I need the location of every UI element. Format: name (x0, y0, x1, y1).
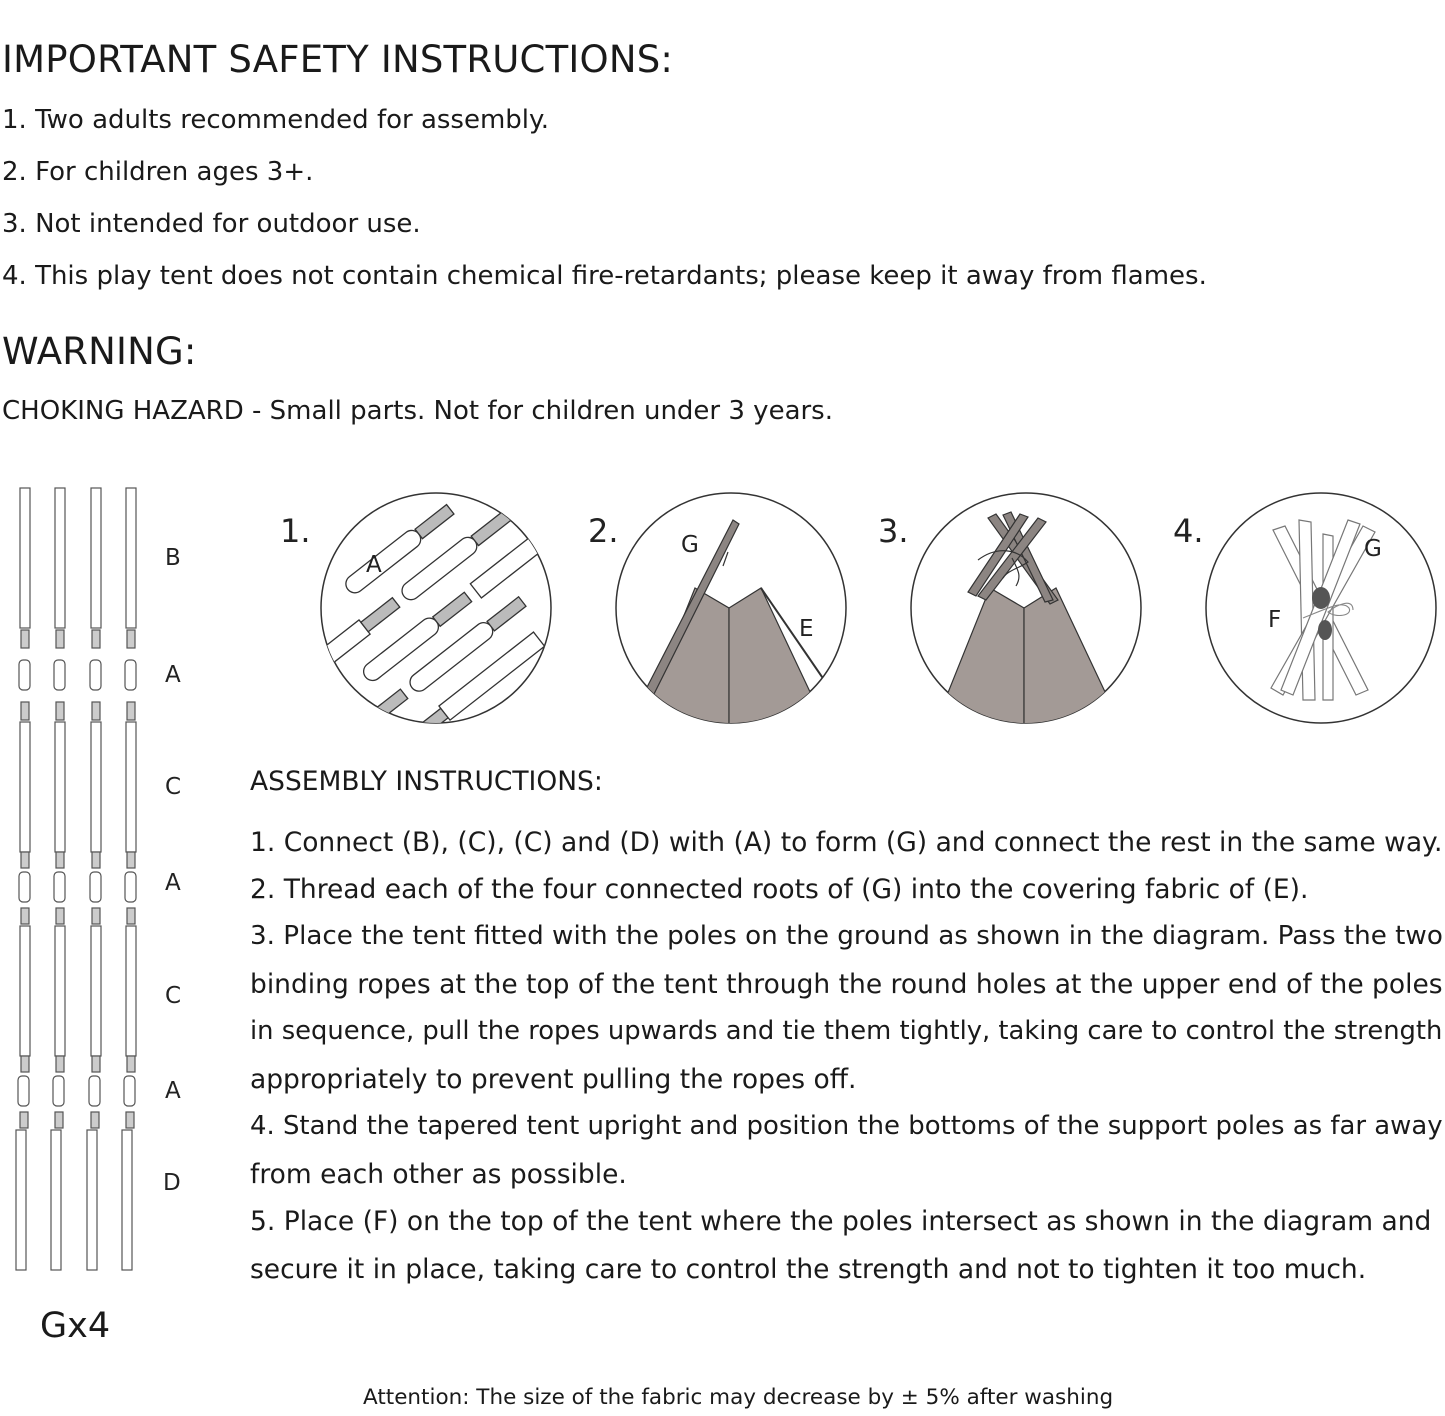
step-4-diagram (1203, 490, 1441, 728)
pole-column-4 (122, 488, 136, 1270)
step-3-number: 3. (878, 512, 909, 550)
assembly-line-2: 2. Thread each of the four connected roots of (G) into the covering fabric of (E). (250, 874, 1309, 905)
safety-title: IMPORTANT SAFETY INSTRUCTIONS: (2, 38, 674, 81)
pole-column-3 (87, 488, 101, 1270)
step-1-diagram (318, 490, 556, 728)
part-label-d: D (163, 1170, 181, 1196)
part-label-c: C (165, 983, 182, 1009)
part-label-a: A (165, 1078, 181, 1104)
part-label-b: B (165, 545, 181, 571)
safety-item-3: 3. Not intended for outdoor use. (2, 209, 421, 239)
part-label-a: A (165, 662, 181, 688)
safety-item-4: 4. This play tent does not contain chemical fire-retardants; please keep it away from flames. (2, 261, 1207, 291)
assembly-line-5: in sequence, pull the ropes upwards and tie them tightly, taking care to control the strength (250, 1016, 1443, 1046)
assembly-line-3: 3. Place the tent fitted with the poles on the ground as shown in the diagram. Pass the two (250, 921, 1443, 951)
washing-note: Attention: The size of the fabric may decrease by ± 5% after washing (363, 1385, 1114, 1410)
step-1-label-a: A (366, 552, 382, 578)
step-4-number: 4. (1173, 512, 1204, 550)
step-2-diagram (613, 490, 851, 728)
step-2-number: 2. (588, 512, 619, 550)
assembly-line-6: appropriately to prevent pulling the ropes off. (250, 1064, 857, 1095)
part-label-c: C (165, 774, 182, 800)
step-2-label-e: E (799, 616, 814, 642)
step-4-label-g: G (1364, 536, 1382, 562)
pole-set-count: Gx4 (40, 1306, 111, 1346)
pole-column-2 (51, 488, 65, 1270)
safety-item-2: 2. For children ages 3+. (2, 157, 314, 187)
step-2-label-g: G (681, 532, 699, 558)
warning-title: WARNING: (2, 330, 197, 373)
assembly-line-7: 4. Stand the tapered tent upright and position the bottoms of the support poles as far away (250, 1111, 1443, 1141)
poles-illustration (0, 480, 150, 1280)
step-3-diagram (908, 490, 1146, 728)
step-1-number: 1. (280, 512, 311, 550)
assembly-line-9: 5. Place (F) on the top of the tent where the poles intersect as shown in the diagram and (250, 1206, 1432, 1237)
pole-column-1 (16, 488, 30, 1270)
assembly-line-4: binding ropes at the top of the tent through the round holes at the upper end of the poles (250, 969, 1443, 1000)
part-label-a: A (165, 870, 181, 896)
assembly-title: ASSEMBLY INSTRUCTIONS: (250, 766, 603, 797)
warning-text: CHOKING HAZARD - Small parts. Not for children under 3 years. (2, 396, 833, 426)
safety-item-1: 1. Two adults recommended for assembly. (2, 105, 549, 135)
assembly-line-8: from each other as possible. (250, 1159, 627, 1190)
assembly-line-10: secure it in place, taking care to control the strength and not to tighten it too much. (250, 1254, 1367, 1285)
step-4-label-f: F (1268, 607, 1282, 633)
assembly-line-1: 1. Connect (B), (C), (C) and (D) with (A) to form (G) and connect the rest in the same way. (250, 827, 1443, 858)
